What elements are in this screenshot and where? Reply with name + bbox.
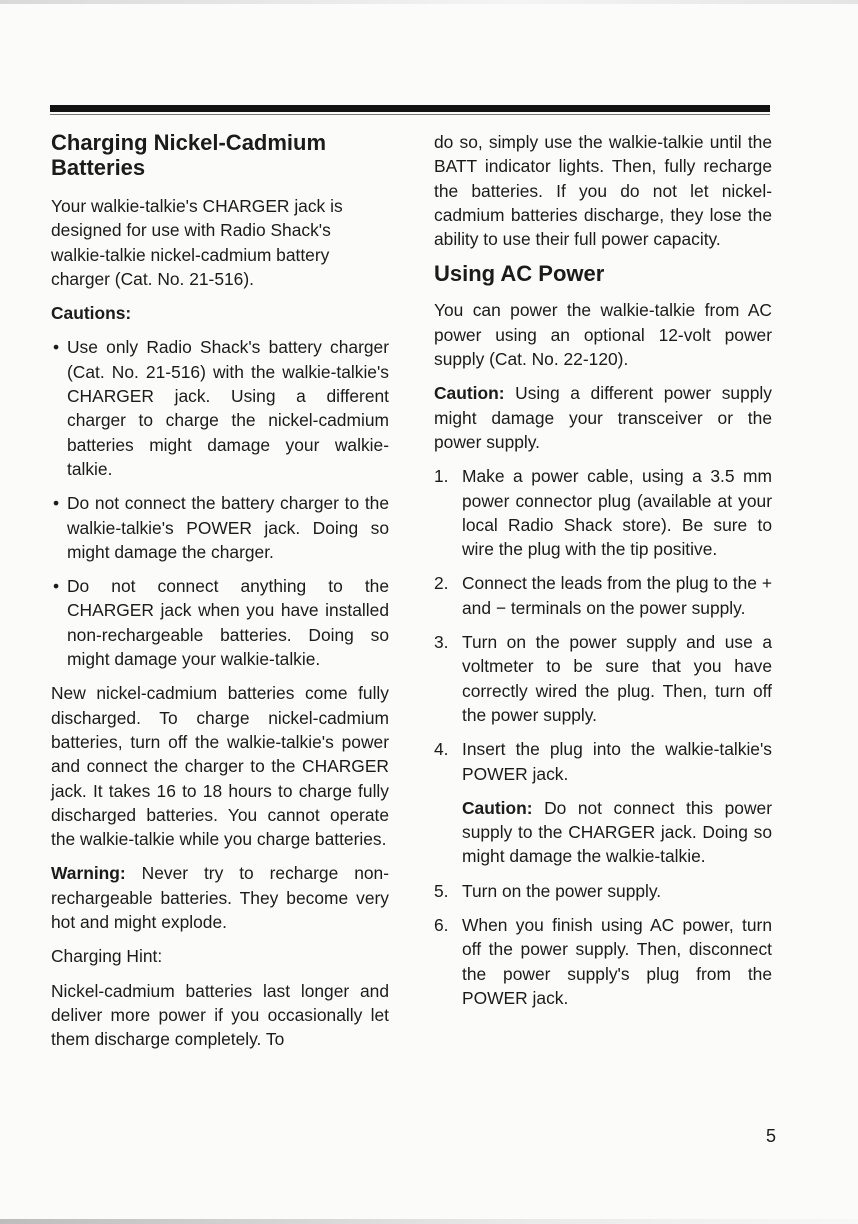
- charging-hint-label: Charging Hint:: [51, 946, 163, 967]
- page-number: 5: [766, 1126, 777, 1146]
- step-text: Connect the leads from the plug to the + and − terminals on the power supply.: [462, 573, 772, 618]
- warning-label: Warning:: [51, 863, 126, 884]
- step-text: Make a power cable, using a 3.5 mm power connector plug (available at your local Radio Shack store). Be sure to wire the plug with the tip positive.: [462, 466, 772, 560]
- step-text: Turn on the power supply and use a voltmeter to be sure that you have correctly wired the plug. Then, turn off the power supply.: [462, 632, 772, 725]
- ac-caution-paragraph: [434, 381, 772, 454]
- charging-hint-text: Nickel-cadmium batteries last longer and deliver more power if you occasionally let them discharge completely. To: [51, 980, 389, 1050]
- cautions-label: Cautions:: [51, 303, 132, 324]
- step-item: [434, 571, 772, 620]
- step-number: 3.: [434, 632, 449, 653]
- caution-item: • Do not connect the battery charger to the walkie-talkie's POWER jack. Doing so might damage the charger.: [51, 491, 389, 564]
- step4-caution-text: Do not connect this power supply to the CHARGER jack. Doing so might damage the walkie-talkie.: [462, 797, 772, 867]
- left-column: [51, 130, 389, 1062]
- warning-paragraph: [51, 861, 389, 934]
- ac-steps-list: [434, 464, 772, 1010]
- step-number: 5.: [434, 880, 449, 901]
- step-item: [434, 464, 772, 561]
- cautions-list: [51, 335, 389, 671]
- right-column: [434, 130, 772, 1020]
- step-number: 1.: [434, 466, 449, 487]
- ac-power-intro: You can power the walkie-talkie from AC power using an optional 12-volt power supply (Cat. No. 22-120).: [434, 300, 772, 370]
- section-heading-ac-power: Using AC Power: [434, 261, 605, 287]
- header-rule: [50, 105, 770, 112]
- step-number: 6.: [434, 915, 449, 936]
- charging-intro: Your walkie-talkie's CHARGER jack is designed for use with Radio Shack's walkie-talkie nickel-cadmium battery charger (Cat. No. 21-516).: [51, 196, 343, 289]
- step-item: [434, 630, 772, 727]
- header-rule-thin: [50, 114, 770, 115]
- step-number: 4.: [434, 739, 449, 760]
- warning-text: Never try to recharge non-rechargeable batteries. They become very hot and might explode.: [51, 863, 389, 933]
- ac-caution-label: Caution:: [434, 383, 505, 404]
- caution-item: • Use only Radio Shack's battery charger (Cat. No. 21-516) with the walkie-talkie's CHARGER jack. Using a different charger to charge the nickel-cadmium batteries might damage your walkie-talkie.: [51, 335, 389, 481]
- section-heading-charging: Charging Nickel-Cadmium Batteries: [51, 130, 327, 180]
- scan-edge-bottom: [0, 1219, 858, 1224]
- step-item: [434, 737, 772, 868]
- step-text: When you finish using AC power, turn off the power supply. Then, disconnect the power supply's plug from the POWER jack.: [462, 915, 772, 1008]
- step4-caution: [462, 796, 772, 869]
- charging-paragraph: New nickel-cadmium batteries come fully discharged. To charge nickel-cadmium batteries, turn off the walkie-talkie's power and connect the charger to the CHARGER jack. It takes 16 to 18 hours to charge fully discharged batteries. You cannot operate the walkie-talkie while you charge batteries.: [51, 683, 389, 850]
- scan-edge-top: [0, 0, 858, 4]
- continued-text: do so, simply use the walkie-talkie until the BATT indicator lights. Then, fully recharge the batteries. If you do not let nickel-cadmium batteries discharge, they lose the ability to use their full power capacity.: [434, 132, 772, 250]
- caution-item: • Do not connect anything to the CHARGER jack when you have installed non-rechargeable batteries. Doing so might damage your walkie-talkie.: [51, 574, 389, 671]
- step-item: [434, 879, 772, 903]
- step-text: Insert the plug into the walkie-talkie's POWER jack.: [462, 739, 772, 784]
- ac-caution-text: Using a different power supply might damage your transceiver or the power supply.: [434, 383, 772, 452]
- step-item: [434, 913, 772, 1010]
- step-number: 2.: [434, 573, 449, 594]
- step4-caution-label: Caution:: [462, 797, 533, 818]
- step-text: Turn on the power supply.: [462, 880, 662, 901]
